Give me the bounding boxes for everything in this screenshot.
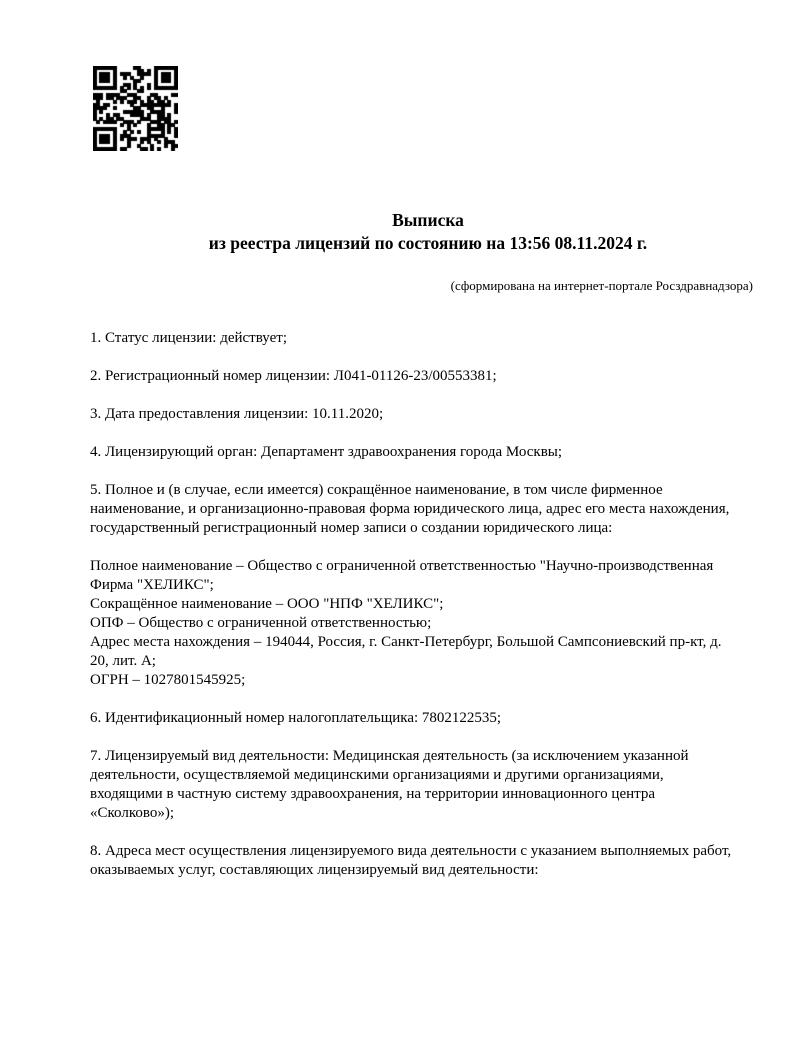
licensed-activity: 7. Лицензируемый вид деятельности: Медицинская деятельность (за исключением указанной деятельности, осуществляемой медицинскими организациями и другими организациями, входящими в частную систему здравоохранения, на территории инновационного центра «Сколково»); — [90, 748, 689, 821]
document-title — [90, 209, 766, 255]
formation-note: (сформирована на интернет-портале Росздравнадзора) — [450, 278, 753, 293]
license-extract-body — [90, 329, 740, 899]
org-opf: ОПФ – Общество с ограниченной ответственностью; — [90, 615, 432, 631]
org-short-name: Сокращённое наименование – ООО "НПФ "ХЕЛИКС"; — [90, 596, 444, 612]
activity-addresses-intro: 8. Адреса мест осуществления лицензируемого вида деятельности с указанием выполняемых работ, оказываемых услуг, составляющих лицензируемый вид деятельности: — [90, 843, 732, 878]
org-info-intro: 5. Полное и (в случае, если имеется) сокращённое наименование, в том числе фирменное наименование, и организационно-правовая форма юридического лица, адрес его места нахождения, государственный регистрационный номер записи о создании юридического лица: — [90, 482, 730, 536]
title-line-2: из реестра лицензий по состоянию на 13:56 08.11.2024 г. — [208, 233, 648, 253]
org-ogrn: ОГРН – 1027801545925; — [90, 672, 246, 688]
taxpayer-inn: 6. Идентификационный номер налогоплательщика: 7802122535; — [90, 710, 502, 726]
license-status: 1. Статус лицензии: действует; — [90, 330, 287, 346]
license-reg-number: 2. Регистрационный номер лицензии: Л041-01126-23/00553381; — [90, 368, 497, 384]
licensing-authority: 4. Лицензирующий орган: Департамент здравоохранения города Москвы; — [90, 444, 563, 460]
license-grant-date: 3. Дата предоставления лицензии: 10.11.2020; — [90, 406, 384, 422]
title-line-1: Выписка — [392, 210, 464, 230]
org-full-name: Полное наименование – Общество с ограниченной ответственностью "Научно-производственная Фирма "ХЕЛИКС"; — [90, 558, 714, 593]
org-details — [90, 557, 740, 690]
qr-code — [93, 66, 178, 151]
org-address: Адрес места нахождения – 194044, Россия, г. Санкт-Петербург, Большой Сампсониевский пр-кт, д. 20, лит. А; — [90, 634, 722, 669]
